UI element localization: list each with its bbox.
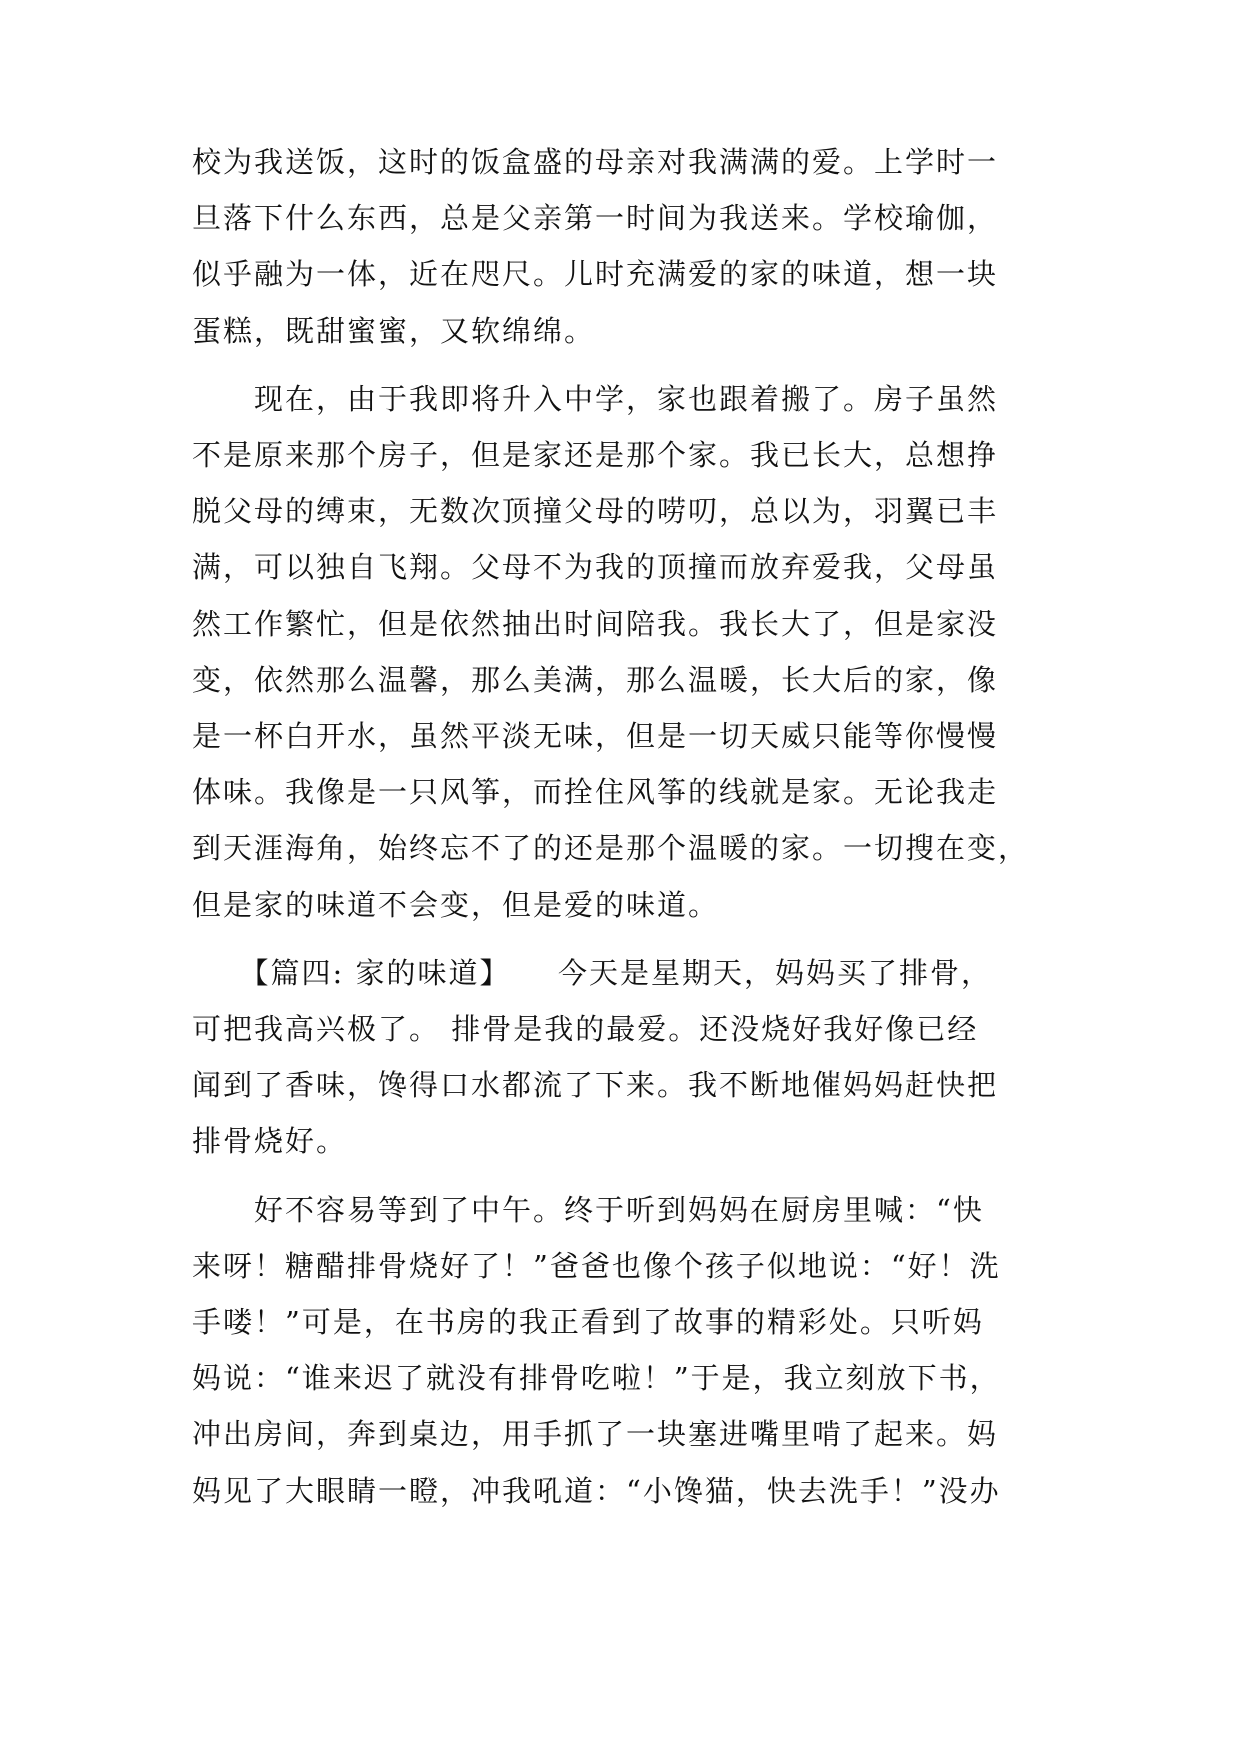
text-line: 似乎融为一体，近在咫尺。儿时充满爱的家的味道，想一块 [192,257,999,292]
text-line: 来呀！糖醋排骨烧好了！”爸爸也像个孩子似地说：“好！洗 [192,1248,1001,1283]
text-line: 闻到了香味，馋得口水都流了下来。我不断地催妈妈赶快把 [192,1068,999,1103]
text-line: 旦落下什么东西，总是父亲第一时间为我送来。学校瑜伽， [192,201,999,236]
text-line: 到天涯海角，始终忘不了的还是那个温暖的家。一切搜在变， [192,831,1030,866]
paragraph-2 [192,371,1064,933]
text-line: 校为我送饭，这时的饭盒盛的母亲对我满满的爱。上学时一 [192,145,999,179]
text-line: 但是家的味道不会变，但是爱的味道。 [192,887,720,922]
text-line: 冲出房间，奔到桌边，用手抓了一块塞进嘴里啃了起来。妈 [192,1417,999,1452]
text-line: 蛋糕，既甜蜜蜜，又软绵绵。 [192,313,596,348]
paragraph-1 [192,134,1064,359]
text-line: 排骨烧好。 [192,1124,348,1159]
text-line: 满，可以独自飞翔。父母不为我的顶撞而放弃爱我，父母虽 [192,550,999,585]
text-line: 体味。我像是一只风筝，而拴住风筝的线就是家。无论我走 [192,775,999,810]
text-line: 不是原来那个房子，但是家还是那个家。我已长大，总想挣 [192,438,999,473]
text-line: 然工作繁忙，但是依然抽出时间陪我。我长大了，但是家没 [192,606,999,641]
text-line: 好不容易等到了中午。终于听到妈妈在厨房里喊：“快 [192,1192,984,1227]
text-line: 变，依然那么温馨，那么美满，那么温暖，长大后的家，像 [192,662,999,697]
text-line: 妈见了大眼睛一瞪，冲我吼道：“小馋猫，快去洗手！”没办 [192,1473,1001,1508]
text-line: 是一杯白开水，虽然平淡无味，但是一切天威只能等你慢慢 [192,719,999,754]
paragraph-4 [192,1182,1064,1519]
text-line: 手喽！”可是，在书房的我正看到了故事的精彩处。只听妈 [192,1305,984,1340]
text-line: 【篇四: 家的味道】 今天是星期天，妈妈买了排骨， [192,955,992,990]
paragraph-3 [192,945,1064,1170]
text-line: 妈说：“谁来迟了就没有排骨吃啦！”于是，我立刻放下书， [192,1361,1001,1396]
text-line: 现在，由于我即将升入中学，家也跟着搬了。房子虽然 [192,381,999,416]
document-page [192,134,1064,1531]
text-line: 可把我高兴极了。 排骨是我的最爱。还没烧好我好像已经 [192,1012,979,1047]
text-line: 脱父母的缚束，无数次顶撞父母的唠叨，总以为，羽翼已丰 [192,494,999,529]
